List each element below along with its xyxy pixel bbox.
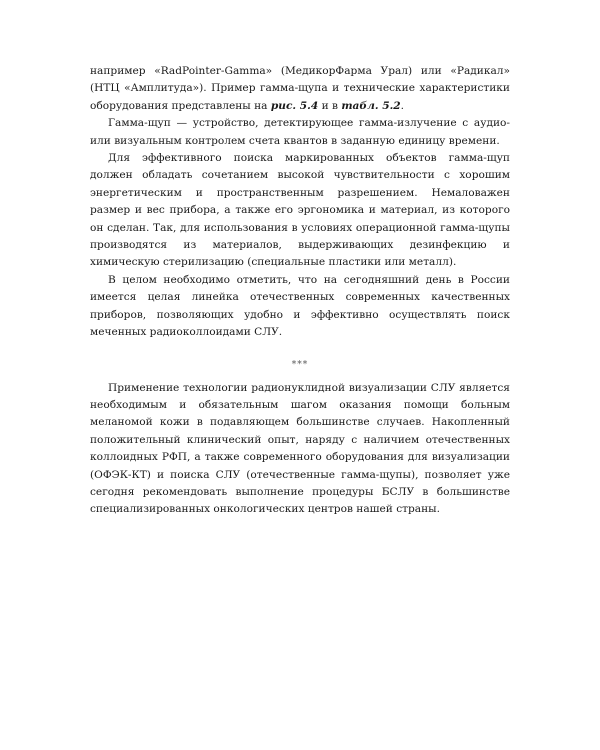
paragraph-gamma-probe-definition: Гамма-щуп — устройство, детектирующее гамма-излучение с аудио- или визуальным контролем счета квантов в заданную единицу времени. [90, 117, 510, 147]
paragraph-text: и в [318, 99, 342, 112]
paragraph-text: например «RadPointer-Gamma» (МедикорФарма Урал) или «Радикал» (НТЦ «Амплитуда»). Пример гамма-щупа и технические характеристики оборудования представлены на [90, 65, 510, 112]
figure-reference-link: рис. 5.4 [270, 99, 319, 112]
table-reference-link: табл. 5.2 [341, 99, 401, 112]
paragraph-conclusion: Применение технологии радионуклидной визуализации СЛУ является необходимым и обязательным шагом оказания помощи больным меланомой кожи в подавляющем большинстве случаев. Накопленный положительный клинический опыт, наряду с наличием отечественных коллоидных РФП, а также современного оборудования для визуализации (ОФЭК-КТ) и поиска СЛУ (отечественные гамма-щупы), позволяет уже сегодня рекомендовать выполнение процедуры БСЛУ в большинстве специализированных онкологических центров нашей страны. [90, 381, 510, 516]
paragraph-gamma-probe-examples [90, 63, 510, 115]
paragraph-probe-requirements: Для эффективного поиска маркированных объектов гамма-щуп должен обладать сочетанием высокой чувствительности с хорошим энергетическим и пространственным разрешением. Немаловажен размер и вес прибора, а также его эргономика и материал, из которого он сделан. Так, для использования в условиях операционной гамма-щупы производятся из материалов, выдерживающих дезинфекцию и химическую стерилизацию (специальные пластики или металл). [90, 152, 510, 269]
paragraph-text: . [400, 99, 405, 112]
section-separator: *** [291, 359, 309, 370]
page-body [90, 63, 510, 519]
paragraph-domestic-devices: В целом необходимо отметить, что на сегодняшний день в России имеется целая линейка отечественных современных качественных приборов, позволяющих удобно и эффективно осуществлять поиск меченных радиоколлоидами СЛУ. [90, 273, 510, 339]
